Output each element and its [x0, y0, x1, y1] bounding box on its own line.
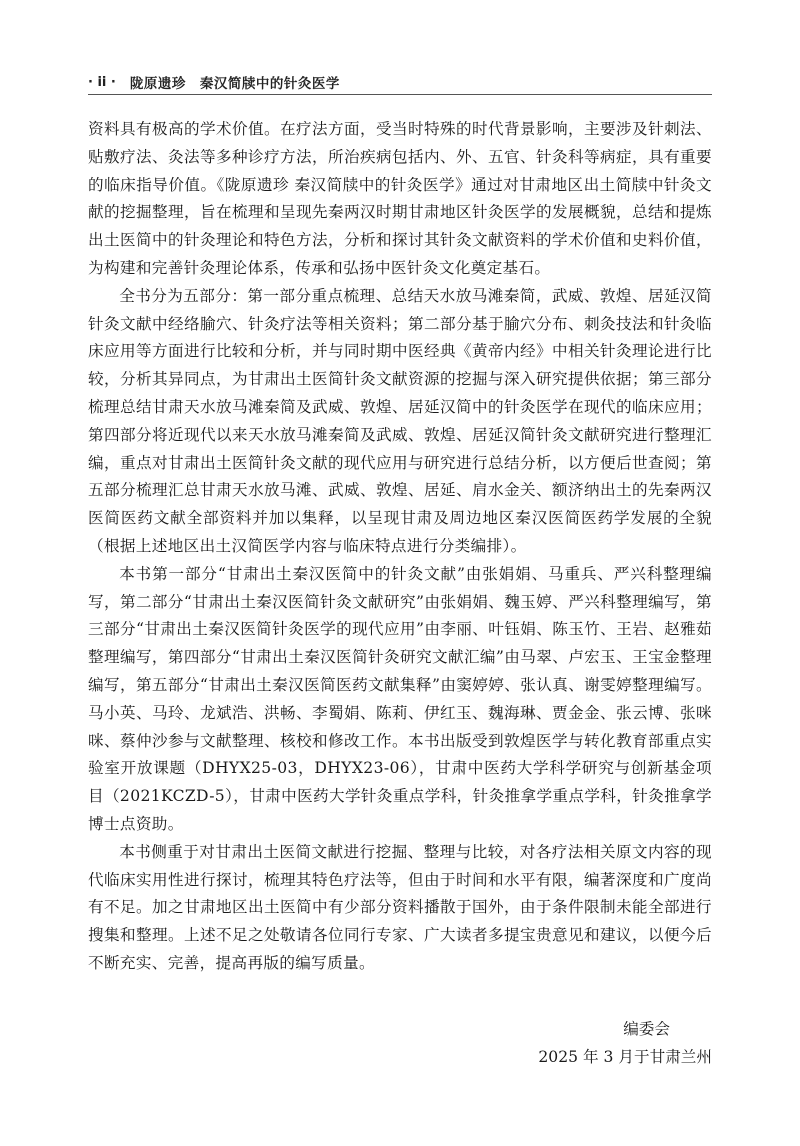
- signature-block: [538, 1015, 712, 1071]
- running-header: [88, 70, 712, 95]
- running-title: 陇原遗珍 秦汉简牍中的针灸医学: [129, 76, 340, 92]
- body-paragraph-4: 本书侧重于对甘肃出土医简文献进行挖掘、整理与比较，对各疗法相关原文内容的现代临床实用性进行探讨，梳理其特色疗法等，但由于时间和水平有限，编著深度和广度尚有不足。加之甘肃地区出土医简中有少部分资料播散于国外，由于条件限制未能全部进行搜集和整理。上述不足之处敬请各位同行专家、广大读者多提宝贵意见和建议，以便今后不断充实、完善，提高再版的编写质量。: [88, 842, 712, 972]
- page-body: [88, 116, 712, 978]
- body-paragraph-1: 资料具有极高的学术价值。在疗法方面，受当时特殊的时代背景影响，主要涉及针刺法、贴敷疗法、灸法等多种诊疗方法，所治疾病包括内、外、五官、针灸科等病症，具有重要的临床指导价值。《陇原遗珍 秦汉简牍中的针灸医学》通过对甘肃地区出土简牍中针灸文献的挖掘整理，旨在梳理和呈现先秦两汉时期甘肃地区针灸医学的发展概貌，总结和提炼出土医简中的针灸理论和特色方法，分析和探讨其针灸文献资料的学术价值和史料价值，为构建和完善针灸理论体系，传承和弘扬中医针灸文化奠定基石。: [88, 120, 712, 277]
- body-paragraph-3: 本书第一部分“甘肃出土秦汉医简中的针灸文献”由张娟娟、马重兵、严兴科整理编写，第二部分“甘肃出土秦汉医简针灸文献研究”由张娟娟、魏玉婷、严兴科整理编写，第三部分“甘肃出土秦汉医简针灸医学的现代应用”由李丽、叶钰娟、陈玉竹、王岩、赵雅茹整理编写，第四部分“甘肃出土秦汉医简针灸研究文献汇编”由马翠、卢宏玉、王宝金整理编写，第五部分“甘肃出土秦汉医简医药文献集释”由窦婷婷、张认真、谢雯婷整理编写。马小英、马玲、龙斌浩、洪畅、李蜀娟、陈莉、伊红玉、魏海琳、贾金金、张云博、张咪咪、蔡仲沙参与文献整理、核校和修改工作。本书出版受到敦煌医学与转化教育部重点实验室开放课题（DHYX25-03，DHYX23-06），甘肃中医药大学科学研究与创新基金项目（2021KCZD-5），甘肃中医药大学针灸重点学科，针灸推拿学重点学科，针灸推拿学博士点资助。: [88, 564, 712, 833]
- signature-organization: 编委会: [623, 1020, 670, 1038]
- signature-date-place: 2025 年 3 月于甘肃兰州: [538, 1048, 712, 1066]
- body-paragraph-2: 全书分为五部分：第一部分重点梳理、总结天水放马滩秦简，武威、敦煌、居延汉简针灸文献中经络腧穴、针灸疗法等相关资料；第二部分基于腧穴分布、刺灸技法和针灸临床应用等方面进行比较和分析，并与同时期中医经典《黄帝内经》中相关针灸理论进行比较，分析其异同点，为甘肃出土医简针灸文献资源的挖掘与深入研究提供依据；第三部分梳理总结甘肃天水放马滩秦简及武威、敦煌、居延汉简中的针灸医学在现代的临床应用；第四部分将近现代以来天水放马滩秦简及武威、敦煌、居延汉简针灸文献研究进行整理汇编，重点对甘肃出土医简针灸文献的现代应用与研究进行总结分析，以方便后世查阅；第五部分梳理汇总甘肃天水放马滩、武威、敦煌、居延、肩水金关、额济纳出土的先秦两汉医简医药文献全部资料并加以集释，以呈现甘肃及周边地区秦汉医简医药学发展的全貌（根据上述地区出土汉简医学内容与临床特点进行分类编排）。: [88, 286, 712, 555]
- page-number: · ii ·: [88, 74, 116, 90]
